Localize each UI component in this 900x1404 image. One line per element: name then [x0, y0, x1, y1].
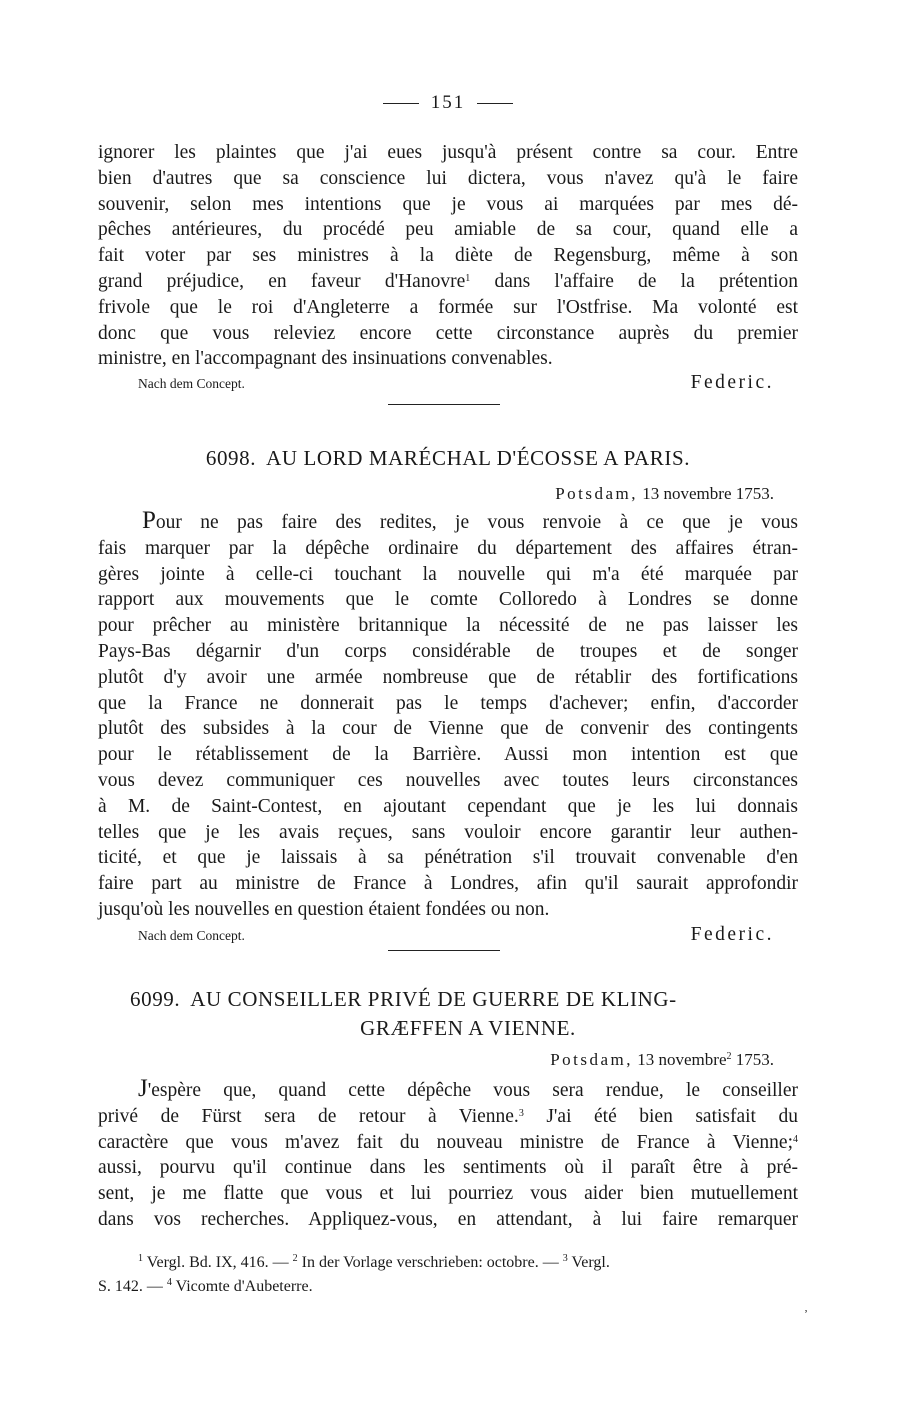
text-line: rapport aux mouvements que le comte Colloredo à Londres se donne: [98, 589, 798, 611]
footnote-line: [98, 1275, 798, 1299]
footnote-number: 2: [292, 1253, 298, 1264]
text-fragment: privé de Fürst sera de retour à Vienne.: [98, 1105, 519, 1127]
date-place: Potsdam,: [555, 484, 639, 503]
footnote-ref: 4: [793, 1133, 798, 1145]
letter-heading: [98, 444, 798, 473]
text-line: ministre, en l'accompagnant des insinuations convenables.: [98, 348, 553, 370]
source-note: Nach dem Concept.: [138, 376, 245, 391]
date-place: Potsdam,: [550, 1050, 634, 1069]
text-line: telles que je les avais reçues, sans vouloir encore garantir leur authen-: [98, 821, 798, 843]
footnote-line: [98, 1251, 798, 1275]
dateline: [555, 484, 774, 504]
text-line: fait voter par ses ministres à la diète de Regensburg, même à son: [98, 245, 798, 267]
text-line: [98, 1104, 798, 1130]
text-line: jusqu'où les nouvelles en question étaient fondées ou non.: [98, 898, 550, 920]
heading-line: [98, 985, 798, 1014]
text-line: pour le rétablissement de la Barrière. Aussi mon intention est que: [98, 744, 798, 766]
text-fragment: grand préjudice, en faveur d'Hanovre: [98, 270, 466, 292]
letter-body: [98, 1076, 798, 1233]
carry-over-paragraph: [98, 140, 798, 372]
print-speck: ‚: [804, 1300, 808, 1314]
section-divider: [388, 404, 500, 405]
footnote-ref: 2: [726, 1051, 732, 1062]
letter-heading: [98, 985, 798, 1043]
text-line: vous devez communiquer ces nouvelles avec toutes leurs circonstances: [98, 769, 798, 791]
text-line: [98, 508, 798, 536]
footnote-ref: 1: [465, 272, 471, 284]
text-line: plutôt des subsides à la cour de Vienne que de convenir des contingents: [98, 718, 798, 740]
text-fragment: J'ai été bien satisfait du: [523, 1105, 798, 1127]
text-line: plutôt d'y avoir une armée nombreuse que de rétablir des fortifications: [98, 666, 798, 688]
text-line: gères jointe à celle-ci touchant la nouvelle qui m'a été marquée par: [98, 563, 798, 585]
footnote-number: 4: [166, 1277, 172, 1288]
letter-number: 6099.: [130, 987, 181, 1011]
text-line: [98, 1130, 798, 1156]
text-fragment: 'espère que, quand cette dépêche vous sera rendue, le conseiller: [147, 1080, 798, 1101]
text-line: aussi, pourvu qu'il continue dans les sentiments où il paraît être à pré-: [98, 1157, 798, 1179]
text-line: ticité, et que je laissais à sa pénétration s'il trouvait convenable d'en: [98, 847, 798, 869]
heading-line: [98, 1014, 798, 1043]
letter-title-continued: GRÆFFEN A VIENNE.: [360, 1016, 576, 1040]
text-line: Pays-Bas dégarnir d'un corps considérable de troupes et de songer: [98, 640, 798, 662]
text-line: faire part au ministre de France à Londres, afin qu'il saurait approfondir: [98, 873, 798, 895]
footnote-text: Vergl.: [567, 1254, 610, 1271]
source-signature-line: [138, 368, 774, 394]
footnote-number: 3: [562, 1253, 568, 1264]
text-line: sent, je me flatte que vous et lui pourriez vous aider bien mutuellement: [98, 1183, 798, 1205]
text-line: pêches antérieures, du procédé peu amiable de sa cour, quand elle a: [98, 219, 798, 241]
text-line: donc que vous releviez encore cette circonstance auprès du premier: [98, 322, 798, 344]
source-note: Nach dem Concept.: [138, 928, 245, 943]
text-line: frivole que le roi d'Angleterre a formée sur l'Ostfrise. Ma volonté est: [98, 296, 798, 318]
source-signature-line: [138, 920, 774, 946]
footnote-text: In der Vorlage verschrieben: octobre. —: [297, 1254, 563, 1271]
letter-number: 6098.: [205, 446, 257, 470]
footnote-ref: 3: [518, 1107, 524, 1119]
dateline: [550, 1050, 774, 1070]
signature: Federic.: [690, 924, 774, 945]
footnote-text: Vicomte d'Aubeterre.: [171, 1278, 313, 1295]
letter-title: AU LORD MARÉCHAL D'ÉCOSSE A PARIS.: [266, 446, 691, 470]
page-number: 151: [430, 92, 466, 113]
page-header: [98, 92, 798, 114]
text-line: ignorer les plaintes que j'ai eues jusqu'à présent contre sa cour. Entre: [98, 142, 798, 163]
text-line: bien d'autres que sa conscience lui dictera, vous n'avez qu'à le faire: [98, 167, 798, 189]
signature: Federic.: [690, 372, 774, 393]
initial-letter: P: [142, 507, 156, 534]
letter-body: [98, 508, 798, 923]
text-fragment: dans l'affaire de la prétention: [470, 270, 798, 292]
section-divider: [388, 950, 500, 951]
date: 1753.: [731, 1050, 774, 1069]
footnotes: [98, 1251, 798, 1299]
footnote-number: 1: [138, 1253, 143, 1264]
text-line: dans vos recherches. Appliquez-vous, en attendant, à lui faire remarquer: [98, 1208, 798, 1230]
text-line: pour prêcher au ministère britannique la nécessité de ne pas laisser les: [98, 615, 798, 637]
initial-letter: J: [138, 1075, 148, 1102]
text-line: fais marquer par la dépêche ordinaire du département des affaires étran-: [98, 537, 798, 559]
date: 13 novembre: [633, 1050, 727, 1069]
footnote-text: S. 142. —: [98, 1278, 167, 1295]
header-dash-left: [383, 103, 419, 104]
text-line: [98, 1076, 798, 1104]
text-fragment: caractère que vous m'avez fait du nouveau ministre de France à Vienne;: [98, 1131, 793, 1153]
date: 13 novembre 1753.: [638, 484, 774, 503]
footnote-text: Vergl. Bd. IX, 416. —: [143, 1254, 293, 1271]
header-dash-right: [477, 103, 513, 104]
text-line: à M. de Saint-Contest, en ajoutant cependant que je les lui donnais: [98, 795, 798, 817]
text-line: [98, 269, 798, 295]
text-line: souvenir, selon mes intentions que je vous ai marquées par mes dé-: [98, 193, 798, 215]
text-line: que la France ne donnerait pas le temps d'achever; enfin, d'accorder: [98, 692, 798, 714]
text-fragment: our ne pas faire des redites, je vous renvoie à ce que je vous: [155, 512, 798, 533]
letter-title: AU CONSEILLER PRIVÉ DE GUERRE DE KLING-: [190, 987, 677, 1011]
